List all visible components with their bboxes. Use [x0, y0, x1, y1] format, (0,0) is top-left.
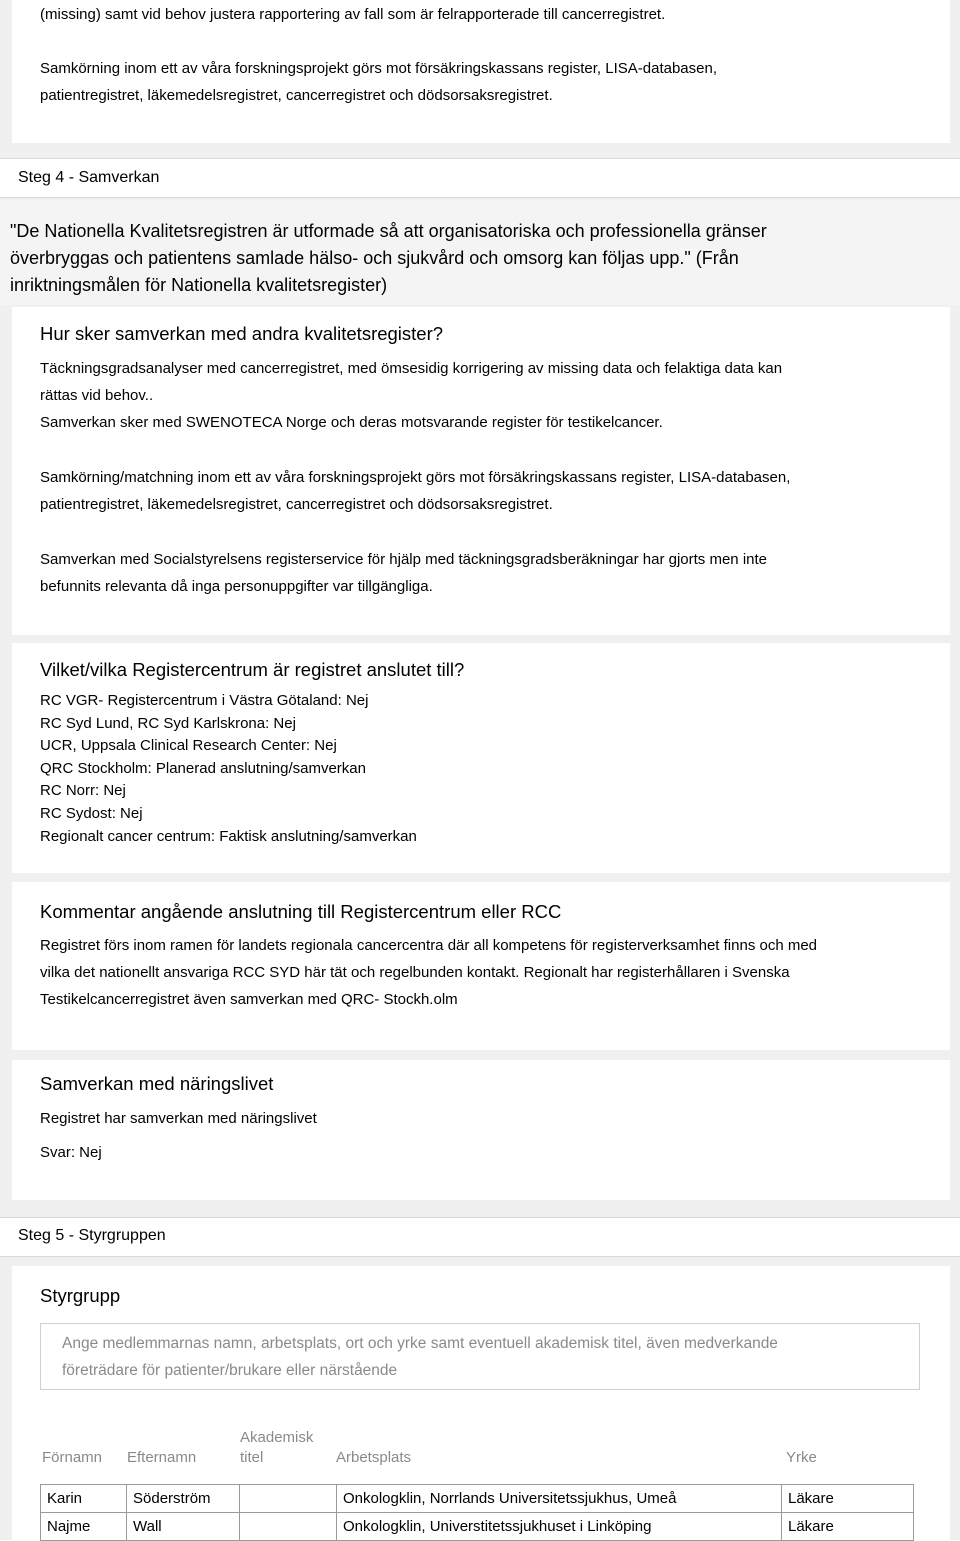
cell-efternamn: Wall	[127, 1513, 240, 1541]
registercentrum-list	[40, 690, 417, 848]
registercentrum-heading: Vilket/vilka Registercentrum är registret anslutet till?	[40, 659, 465, 680]
styrgrupp-table	[40, 1484, 914, 1541]
step4-quote-line: inriktningsmålen för Nationella kvalitetsregister)	[10, 275, 388, 295]
list-item: RC VGR- Registercentrum i Västra Götaland: Nej	[40, 692, 369, 709]
list-item: UCR, Uppsala Clinical Research Center: Nej	[40, 737, 337, 755]
samverkan-text-line: Samkörning/matchning inom ett av våra forskningsprojekt görs mot försäkringskassans register, LISA-databasen,	[40, 469, 791, 486]
samverkan-text-line: befunnits relevanta då inga personuppgifter var tillgängliga.	[40, 578, 433, 595]
cell-fornamn: Karin	[41, 1485, 127, 1513]
cell-arbetsplats: Onkologklin, Norrlands Universitetssjukhus, Umeå	[337, 1485, 782, 1513]
cell-arbetsplats: Onkologklin, Universtitetssjukhuset i Linköping	[337, 1513, 782, 1541]
cell-yrke: Läkare	[782, 1485, 914, 1513]
column-header-arbetsplats: Arbetsplats	[336, 1449, 412, 1466]
cell-yrke: Läkare	[782, 1513, 914, 1541]
samverkan-text-line: rättas vid behov..	[40, 387, 154, 404]
top-text-line: Samkörning inom ett av våra forskningsprojekt görs mot försäkringskassans register, LISA-databasen,	[40, 60, 717, 77]
step4-title: Steg 4 - Samverkan	[18, 169, 160, 186]
list-item: RC Syd Lund, RC Syd Karlskrona: Nej	[40, 714, 296, 732]
styrgrupp-note-line: Ange medlemmarnas namn, arbetsplats, ort och yrke samt eventuell akademisk titel, även medverkande	[62, 1335, 778, 1352]
column-header-titel: titel	[240, 1449, 264, 1466]
list-item: QRC Stockholm: Planerad anslutning/samverkan	[40, 759, 366, 777]
kommentar-text-line: vilka det nationellt ansvariga RCC SYD här tät och regelbunden kontakt. Regionalt har registerhållaren i Svenska	[40, 964, 790, 981]
styrgrupp-note-line: företrädare för patienter/brukare eller närstående	[62, 1362, 398, 1379]
top-text-line: (missing) samt vid behov justera rapportering av fall som är felrapporterade till cancerregistret.	[40, 6, 666, 23]
column-header-efternamn: Efternamn	[127, 1449, 197, 1466]
kommentar-heading: Kommentar angående anslutning till Registercentrum eller RCC	[40, 901, 562, 922]
step4-quote-line: överbryggas och patientens samlade hälso- och sjukvård och omsorg kan följas upp." (Från	[10, 248, 739, 268]
step5-title: Steg 5 - Styrgruppen	[18, 1227, 166, 1244]
column-header-titel: Akademisk	[240, 1429, 314, 1446]
list-item: Regionalt cancer centrum: Faktisk anslutning/samverkan	[40, 827, 417, 845]
cell-efternamn: Söderström	[127, 1485, 240, 1513]
samverkan-text-line: Samverkan sker med SWENOTECA Norge och deras motsvarande register för testikelcancer.	[40, 414, 663, 431]
list-item: RC Norr: Nej	[40, 782, 126, 800]
kommentar-text-line: Testikelcancerregistret även samverkan med QRC- Stockh.olm	[40, 991, 458, 1008]
samverkan-heading: Hur sker samverkan med andra kvalitetsregister?	[40, 323, 444, 344]
samverkan-text-line: Täckningsgradsanalyser med cancerregistret, med ömsesidig korrigering av missing data och felaktiga data kan	[40, 360, 783, 377]
column-header-yrke: Yrke	[786, 1449, 817, 1466]
column-header-fornamn: Förnamn	[42, 1449, 103, 1466]
naringsliv-answer: Svar: Nej	[40, 1144, 102, 1161]
naringsliv-question: Registret har samverkan med näringslivet	[40, 1110, 317, 1127]
cell-fornamn: Najme	[41, 1513, 127, 1541]
samverkan-text-line: patientregistret, läkemedelsregistret, cancerregistret och dödsorsaksregistret.	[40, 496, 553, 513]
table-row	[41, 1485, 914, 1513]
styrgrupp-heading: Styrgrupp	[40, 1285, 121, 1306]
cell-titel	[240, 1513, 337, 1541]
samverkan-text-line: Samverkan med Socialstyrelsens registerservice för hjälp med täckningsgradsberäkningar har gjorts men inte	[40, 551, 768, 568]
styrgrupp-note	[40, 1323, 920, 1390]
table-row	[41, 1513, 914, 1541]
top-text-line: patientregistret, läkemedelsregistret, cancerregistret och dödsorsaksregistret.	[40, 87, 553, 104]
list-item: RC Sydost: Nej	[40, 804, 143, 822]
naringsliv-heading: Samverkan med näringslivet	[40, 1073, 274, 1094]
cell-titel	[240, 1485, 337, 1513]
step4-quote-line: "De Nationella Kvalitetsregistren är utformade så att organisatoriska och professionella gränser	[10, 221, 767, 241]
kommentar-text-line: Registret förs inom ramen för landets regionala cancercentra där all kompetens för registerverksamhet finns och med	[40, 937, 818, 954]
